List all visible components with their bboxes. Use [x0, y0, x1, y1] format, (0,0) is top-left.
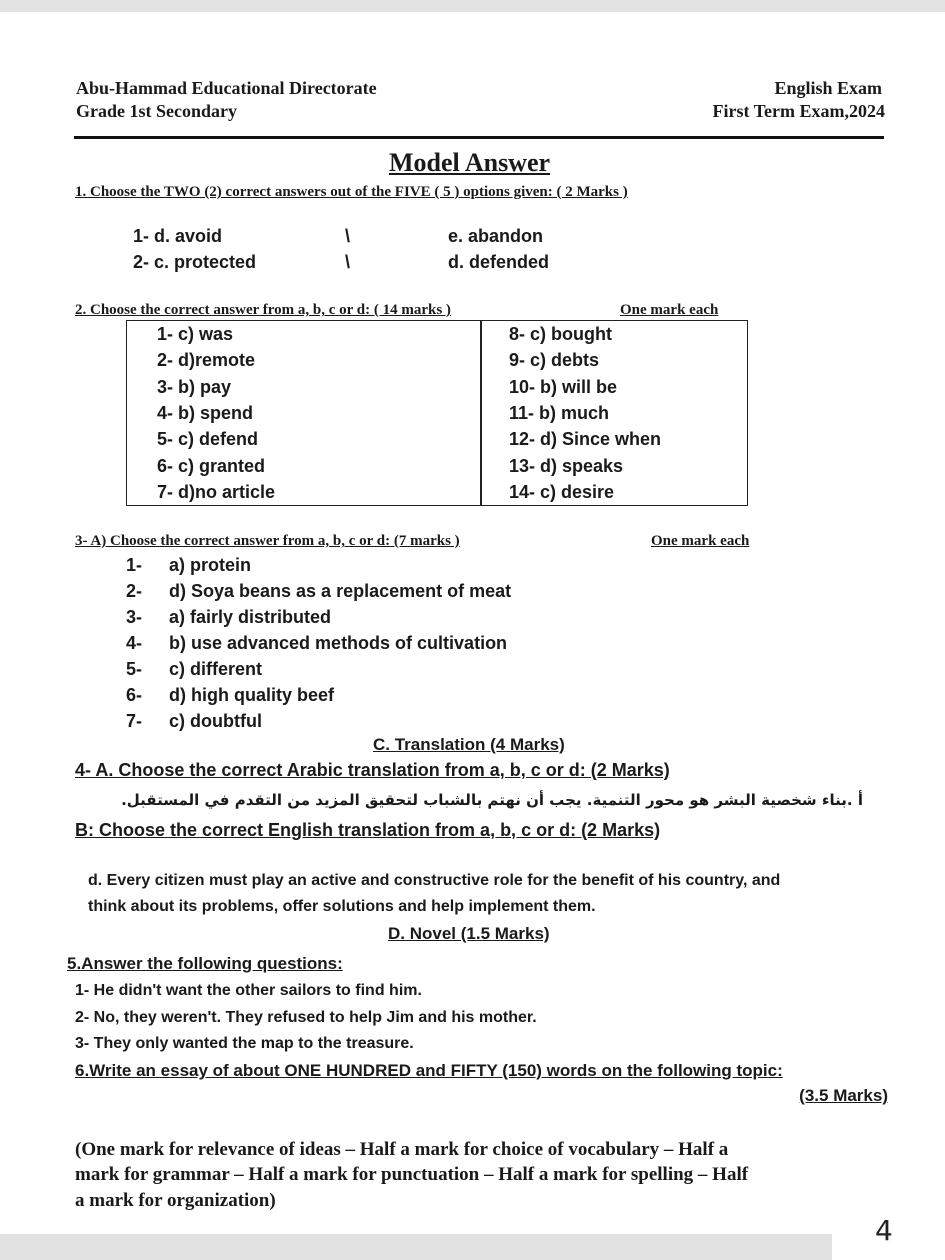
q3-num-6: 6- — [126, 685, 143, 705]
q2-answer-10: 10- b) will be — [509, 377, 618, 397]
q3-answer-2: d) Soya beans as a replacement of meat — [169, 581, 512, 601]
grade-label: Grade 1st Secondary — [76, 101, 237, 121]
q2-heading: 2. Choose the correct answer from a, b, c or d: ( 14 marks ) — [75, 302, 451, 318]
q2-answer-5: 5- c) defend — [157, 429, 259, 449]
translation-title: C. Translation (4 Marks) — [373, 735, 565, 754]
page-number: 4 — [875, 1214, 893, 1247]
q3-num-1: 1- — [126, 555, 143, 575]
q2-answer-9: 9- c) debts — [509, 350, 600, 370]
q2-note: One mark each — [620, 302, 719, 318]
q3-num-2: 2- — [126, 581, 143, 601]
q2-table-divider — [480, 320, 482, 506]
header-rule — [74, 136, 884, 139]
essay-criteria-line-3: a mark for organization) — [75, 1190, 276, 1211]
novel-answer-3: 3- They only wanted the map to the treasure. — [75, 1035, 414, 1052]
translation-b-answer-line-2: think about its problems, offer solutions and help implement them. — [88, 898, 596, 915]
q2-answer-6: 6- c) granted — [157, 456, 266, 476]
q3-answer-1: a) protein — [169, 555, 252, 575]
essay-criteria-line-2: mark for grammar – Half a mark for punctuation – Half a mark for spelling – Half — [75, 1164, 749, 1185]
q2-answer-14: 14- c) desire — [509, 482, 615, 502]
q3-num-7: 7- — [126, 711, 143, 731]
q1-row-1-left: 1- d. avoid — [133, 226, 223, 246]
directorate-name: Abu-Hammad Educational Directorate — [76, 78, 377, 98]
translation-a-answer: أ .بناء شخصية البشر هو محور التنمية. يجب أن نهتم بالشباب لتحقيق المزيد من التقدم في المستقبل. — [121, 791, 863, 809]
essay-criteria-line-1: (One mark for relevance of ideas – Half a mark for choice of vocabulary – Half a — [75, 1139, 729, 1160]
q1-row-2-left: 2- c. protected — [133, 252, 257, 272]
q3-num-4: 4- — [126, 633, 143, 653]
q3-note: One mark each — [651, 533, 750, 549]
q2-answer-4: 4- b) spend — [157, 403, 254, 423]
novel-answer-2: 2- No, they weren't. They refused to help Jim and his mother. — [75, 1009, 537, 1026]
translation-a-heading: 4- A. Choose the correct Arabic translation from a, b, c or d: (2 Marks) — [75, 760, 670, 780]
q3-answer-5: c) different — [169, 659, 263, 679]
q2-answer-7: 7- d)no article — [157, 482, 276, 502]
exam-subject: English Exam — [774, 78, 882, 98]
q1-row-2-sep: \ — [345, 252, 351, 272]
novel-answer-1: 1- He didn't want the other sailors to find him. — [75, 982, 422, 999]
q2-answer-11: 11- b) much — [509, 403, 610, 423]
q2-answer-8: 8- c) bought — [509, 324, 612, 344]
q2-answer-3: 3- b) pay — [157, 377, 232, 397]
q3-answer-3: a) fairly distributed — [169, 607, 332, 627]
q3-answer-4: b) use advanced methods of cultivation — [169, 633, 508, 653]
q1-heading: 1. Choose the TWO (2) correct answers out of the FIVE ( 5 ) options given: ( 2 Marks ) — [75, 184, 628, 200]
essay-marks: (3.5 Marks) — [799, 1086, 888, 1105]
q1-row-2-right: d. defended — [448, 252, 550, 272]
q3-heading: 3- A) Choose the correct answer from a, b, c or d: (7 marks ) — [75, 533, 460, 549]
exam-term: First Term Exam,2024 — [712, 101, 885, 121]
translation-b-answer-line-1: d. Every citizen must play an active and constructive role for the benefit of his country, and — [88, 872, 781, 889]
translation-b-heading: B: Choose the correct English translation from a, b, c or d: (2 Marks) — [75, 820, 661, 840]
q2-answer-12: 12- d) Since when — [509, 429, 662, 449]
q1-row-1-right: e. abandon — [448, 226, 544, 246]
q2-answer-2: 2- d)remote — [157, 350, 256, 370]
q3-answer-6: d) high quality beef — [169, 685, 334, 705]
bottom-strip — [0, 1234, 945, 1260]
top-strip — [0, 0, 945, 12]
q2-answer-13: 13- d) speaks — [509, 456, 624, 476]
novel-heading: 5.Answer the following questions: — [67, 954, 343, 973]
q3-answer-7: c) doubtful — [169, 711, 262, 731]
q3-num-3: 3- — [126, 607, 143, 627]
page-title: Model Answer — [389, 148, 551, 177]
q2-answer-1: 1- c) was — [157, 324, 234, 344]
q3-num-5: 5- — [126, 659, 143, 679]
novel-title: D. Novel (1.5 Marks) — [388, 924, 550, 943]
q1-row-1-sep: \ — [345, 226, 351, 246]
essay-heading: 6.Write an essay of about ONE HUNDRED and FIFTY (150) words on the following topic: — [75, 1061, 783, 1080]
